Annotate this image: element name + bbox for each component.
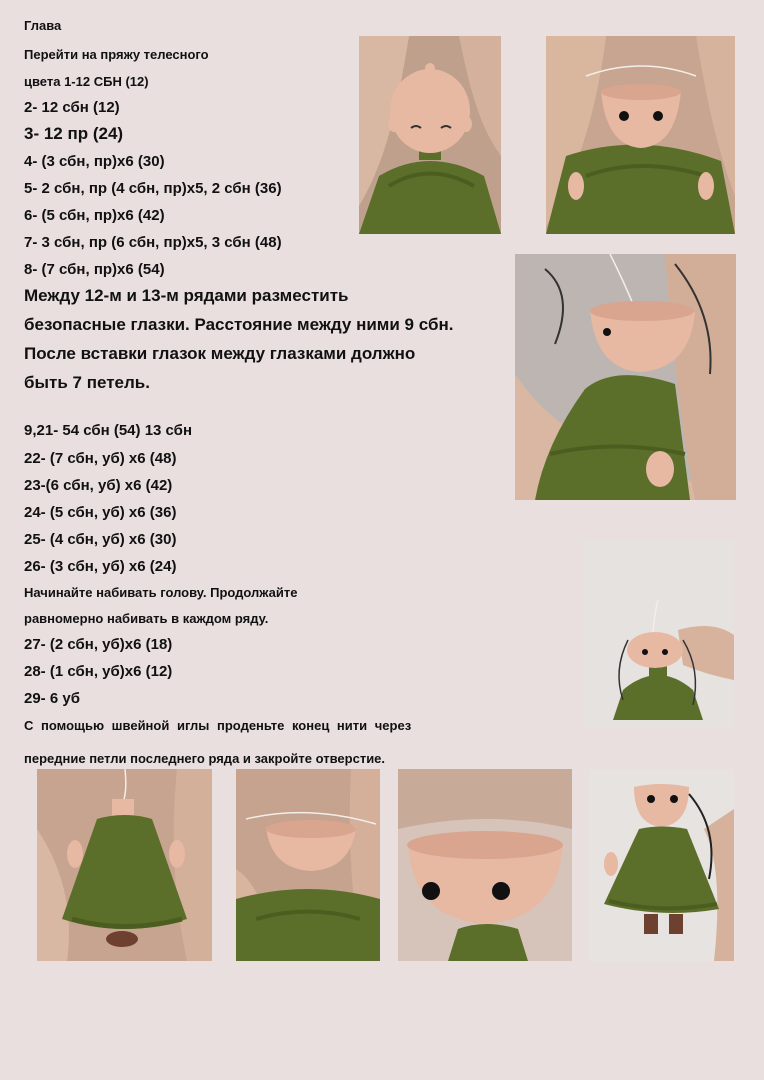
- finish-note-line: передние петли последнего ряда и закройте отверстие.: [24, 751, 386, 766]
- row-instruction: 26- (3 сбн, уб) х6 (24): [24, 558, 177, 575]
- row-instruction: 2- 12 сбн (12): [24, 99, 120, 116]
- stuffing-note-line: Начинайте набивать голову. Продолжайте: [24, 585, 298, 600]
- row-instruction: 25- (4 сбн, уб) х6 (30): [24, 531, 177, 548]
- row-instruction: 4- (3 сбн, пр)х6 (30): [24, 153, 165, 170]
- row-instruction: 7- 3 сбн, пр (6 сбн, пр)х5, 3 сбн (48): [24, 234, 282, 251]
- page-heading: Глава: [24, 18, 62, 33]
- row-instruction: 23-(6 сбн, уб) х6 (42): [24, 477, 173, 494]
- eyes-note-line: Между 12-м и 13-м рядами разместить: [24, 286, 349, 305]
- eyes-note-line: безопасные глазки. Расстояние между ними 9 сбн.: [24, 315, 454, 334]
- row-instruction: 8- (7 сбн, пр)х6 (54): [24, 261, 165, 278]
- row-instruction: 29- 6 уб: [24, 690, 80, 707]
- photo-doll-back: [37, 769, 212, 961]
- eyes-note-line: После вставки глазок между глазками должно: [24, 344, 416, 363]
- eyes-note-line: быть 7 петель.: [24, 373, 150, 392]
- photo-head-eyes-closeup: [398, 769, 572, 961]
- photo-head-bowl-top: [236, 769, 380, 961]
- row-instruction: 3- 12 пр (24): [24, 124, 124, 143]
- photo-doll-open-head-eyes: [546, 36, 735, 234]
- row-instruction: 9,21- 54 сбн (54) 13 сбн: [24, 422, 193, 439]
- photo-doll-head-front: [359, 36, 501, 234]
- photo-doll-finished-head: [589, 769, 734, 961]
- finish-note-line: С помощью швейной иглы проденьте конец нити через: [24, 718, 412, 733]
- row-instruction: 22- (7 сбн, уб) х6 (48): [24, 450, 177, 467]
- row-instruction: 24- (5 сбн, уб) х6 (36): [24, 504, 177, 521]
- intro-line-2: цвета 1-12 СБН (12): [24, 74, 149, 89]
- photo-open-head-side: [515, 254, 736, 500]
- photo-doll-stuffed-head: [583, 540, 734, 727]
- stuffing-note-line: равномерно набивать в каждом ряду.: [24, 611, 269, 626]
- row-instruction: 6- (5 сбн, пр)х6 (42): [24, 207, 165, 224]
- intro-line-1: Перейти на пряжу телесного: [24, 47, 209, 62]
- row-instruction: 28- (1 сбн, уб)х6 (12): [24, 663, 173, 680]
- row-instruction: 27- (2 сбн, уб)х6 (18): [24, 636, 173, 653]
- row-instruction: 5- 2 сбн, пр (4 сбн, пр)х5, 2 сбн (36): [24, 180, 282, 197]
